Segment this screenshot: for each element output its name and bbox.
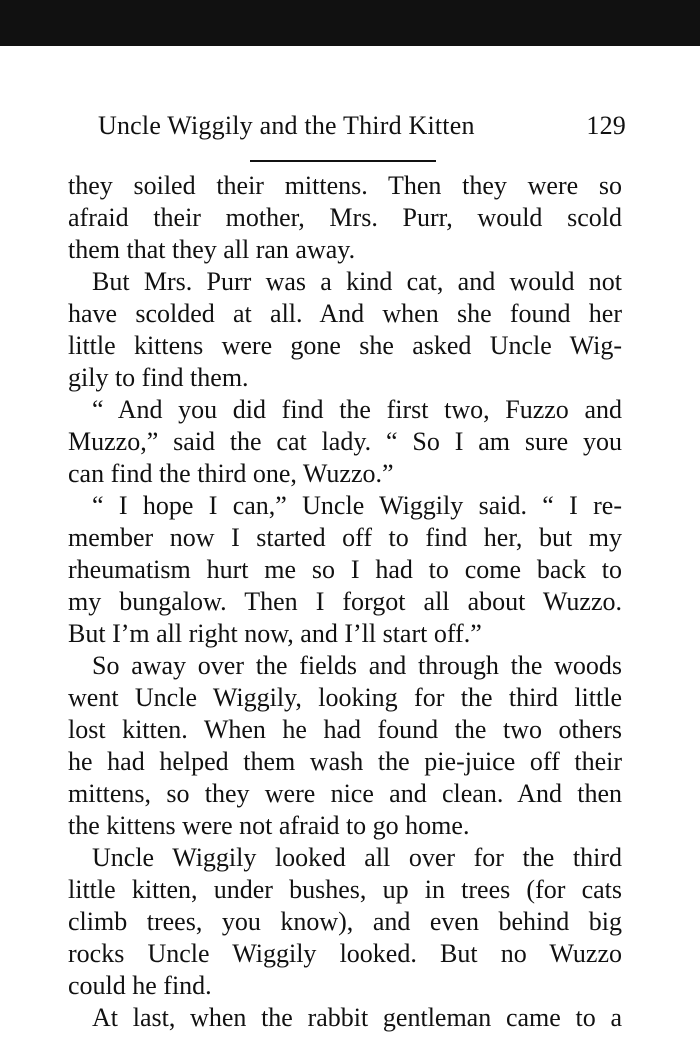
text-line: little kitten, under bushes, up in trees (for cats xyxy=(68,875,622,904)
text-line: can find the third one, Wuzzo.” xyxy=(68,459,394,488)
text-line: could he find. xyxy=(68,971,212,1000)
text-line: At last, when the rabbit gentleman came to a xyxy=(92,1003,622,1032)
text-line: Uncle Wiggily looked all over for the third xyxy=(92,843,622,872)
text-line: he had helped them wash the pie-juice off their xyxy=(68,747,622,776)
text-line: them that they all ran away. xyxy=(68,235,356,264)
page-header xyxy=(98,110,626,142)
text-line: afraid their mother, Mrs. Purr, would scold xyxy=(68,203,622,232)
top-scan-bar xyxy=(0,0,700,46)
text-line: But I’m all right now, and I’ll start off.” xyxy=(68,619,482,648)
header-rule xyxy=(250,160,436,162)
text-line: But Mrs. Purr was a kind cat, and would not xyxy=(92,267,622,296)
text-line: lost kitten. When he had found the two others xyxy=(68,715,622,744)
text-line: rheumatism hurt me so I had to come back to xyxy=(68,555,622,584)
running-title: Uncle Wiggily and the Third Kitten xyxy=(98,111,475,140)
text-line: climb trees, you know), and even behind big xyxy=(68,907,622,936)
text-line: mittens, so they were nice and clean. And then xyxy=(68,779,622,808)
text-line: went Uncle Wiggily, looking for the third little xyxy=(68,683,622,712)
text-line: rocks Uncle Wiggily looked. But no Wuzzo xyxy=(68,939,622,968)
text-line: have scolded at all. And when she found her xyxy=(68,299,622,328)
text-line: So away over the fields and through the woods xyxy=(92,651,622,680)
text-line: gily to find them. xyxy=(68,363,249,392)
text-line: member now I started off to find her, but my xyxy=(68,523,622,552)
text-line: “ I hope I can,” Uncle Wiggily said. “ I re- xyxy=(92,491,622,520)
page-number: 129 xyxy=(586,111,626,140)
text-line: Muzzo,” said the cat lady. “ So I am sure you xyxy=(68,427,622,456)
text-line: they soiled their mittens. Then they were so xyxy=(68,171,622,200)
text-line: little kittens were gone she asked Uncle Wig- xyxy=(68,331,622,360)
text-line: the kittens were not afraid to go home. xyxy=(68,811,470,840)
text-line: “ And you did find the first two, Fuzzo and xyxy=(92,395,622,424)
text-line: my bungalow. Then I forgot all about Wuzzo. xyxy=(68,587,622,616)
body-text xyxy=(68,170,622,1034)
